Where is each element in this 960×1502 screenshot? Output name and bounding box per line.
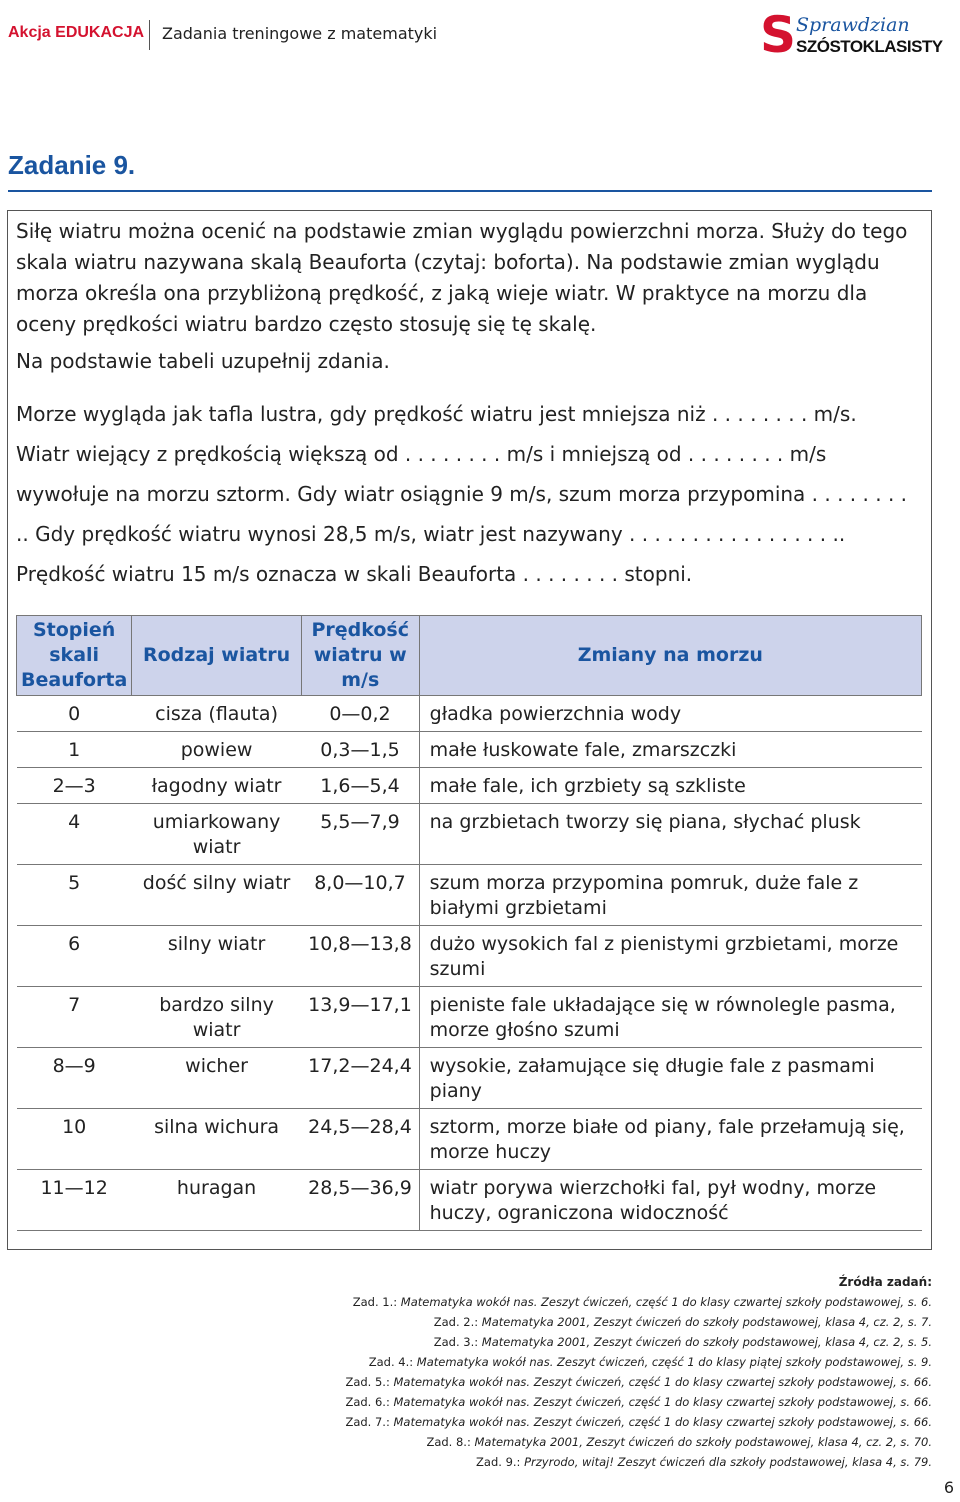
header-subtitle: Zadania treningowe z matematyki [162, 24, 438, 43]
table-row [17, 865, 922, 926]
table-row [17, 1048, 922, 1109]
logo-letter: S [760, 6, 797, 64]
cell-sea-changes: wiatr porywa wierzchołki fal, pył wodny, morze huczy, ograniczona widoczność [419, 1170, 921, 1231]
cell-degree: 6 [17, 926, 132, 987]
source-item [32, 1432, 932, 1452]
fill-in-text: Morze wygląda jak tafla lustra, gdy prędkość wiatru jest mniejsza niż . . . . . . . . m/s. Wiatr wiejący z prędkością większą od . . . . . . . . m/s i mniejszą od . . . . . . . . m/s wywołuje na morzu sztorm. Gdy wiatr osiągnie 9 m/s, szum morza przypomina . . . . . . . . .. Gdy prędkość wiatru wynosi 28,5 m/s, wiatr jest nazywany . . . . . . . . . . . . . . . . .. Prędkość wiatru 15 m/s oznacza w skali Beauforta . . . . . . . . stopni. [16, 402, 908, 586]
source-label: Zad. 9.: [476, 1455, 525, 1469]
cell-sea-changes: szum morza przypomina pomruk, duże fale z białymi grzbietami [419, 865, 921, 926]
task-intro: Siłę wiatru można ocenić na podstawie zmian wyglądu powierzchni morza. Służy do tego skala wiatru nazywana skalą Beauforta (czytaj: boforta). Na podstawie zmian wyglądu morza określa ona przybliżoną prędkość, z jaką wieje wiatr. W praktyce na morzu dla oceny prędkości wiatru bardzo często stosuję się tę skalę. [16, 219, 908, 336]
cell-wind-type: bardzo silny wiatr [132, 987, 302, 1048]
source-text: Matematyka wokół nas. Zeszyt ćwiczeń, część 1 do klasy czwartej szkoły podstawowej, s. 66. [393, 1375, 932, 1389]
source-item [32, 1332, 932, 1352]
cell-speed: 5,5—7,9 [301, 804, 419, 865]
cell-speed: 8,0—10,7 [301, 865, 419, 926]
source-item [32, 1372, 932, 1392]
cell-speed: 24,5—28,4 [301, 1109, 419, 1170]
source-label: Zad. 8.: [426, 1435, 475, 1449]
source-item [32, 1312, 932, 1332]
table-row [17, 1170, 922, 1231]
cell-speed: 1,6—5,4 [301, 768, 419, 804]
page-header [0, 0, 960, 70]
source-item [32, 1392, 932, 1412]
cell-wind-type: umiarkowany wiatr [132, 804, 302, 865]
page-number: 6 [943, 1478, 954, 1497]
source-text: Przyrodo, witaj! Zeszyt ćwiczeń dla szkoły podstawowej, klasa 4, s. 79. [524, 1455, 932, 1469]
source-label: Zad. 5.: [345, 1375, 394, 1389]
table-row [17, 804, 922, 865]
source-text: Matematyka 2001, Zeszyt ćwiczeń do szkoły podstawowej, klasa 4, cz. 2, s. 5. [481, 1335, 932, 1349]
title-underline [8, 190, 932, 192]
table-row [17, 926, 922, 987]
source-text: Matematyka wokół nas. Zeszyt ćwiczeń, część 1 do klasy piątej szkoły podstawowej, s. 9. [416, 1355, 932, 1369]
sprawdzian-logo [760, 6, 943, 66]
cell-degree: 11—12 [17, 1170, 132, 1231]
cell-sea-changes: małe fale, ich grzbiety są szkliste [419, 768, 921, 804]
cell-degree: 8—9 [17, 1048, 132, 1109]
source-text: Matematyka 2001, Zeszyt ćwiczeń do szkoły podstawowej, klasa 4, cz. 2, s. 70. [474, 1435, 932, 1449]
cell-speed: 17,2—24,4 [301, 1048, 419, 1109]
source-item [32, 1412, 932, 1432]
cell-sea-changes: gładka powierzchnia wody [419, 696, 921, 732]
header-sea-changes: Zmiany na morzu [419, 616, 921, 696]
source-label: Zad. 3.: [433, 1335, 482, 1349]
source-label: Zad. 4.: [368, 1355, 417, 1369]
header-divider [149, 20, 150, 50]
cell-sea-changes: na grzbietach tworzy się piana, słychać plusk [419, 804, 921, 865]
cell-degree: 0 [17, 696, 132, 732]
task-instruction: Na podstawie tabeli uzupełnij zdania. [16, 349, 390, 373]
cell-wind-type: silny wiatr [132, 926, 302, 987]
table-header-row [17, 616, 922, 696]
beaufort-table [16, 615, 922, 1231]
cell-degree: 5 [17, 865, 132, 926]
source-item [32, 1452, 932, 1472]
header-wind-type: Rodzaj wiatru [132, 616, 302, 696]
cell-degree: 4 [17, 804, 132, 865]
cell-degree: 10 [17, 1109, 132, 1170]
logo-line-1: Sprawdzian [796, 14, 910, 36]
cell-sea-changes: wysokie, załamujące się długie fale z pasmami piany [419, 1048, 921, 1109]
cell-speed: 28,5—36,9 [301, 1170, 419, 1231]
cell-wind-type: łagodny wiatr [132, 768, 302, 804]
cell-wind-type: silna wichura [132, 1109, 302, 1170]
table-row [17, 732, 922, 768]
table-row [17, 987, 922, 1048]
sources-heading: Źródła zadań: [838, 1275, 932, 1289]
cell-wind-type: dość silny wiatr [132, 865, 302, 926]
source-text: Matematyka wokół nas. Zeszyt ćwiczeń, część 1 do klasy czwartej szkoły podstawowej, s. 6. [400, 1295, 932, 1309]
source-item [32, 1352, 932, 1372]
cell-wind-type: powiew [132, 732, 302, 768]
cell-sea-changes: dużo wysokich fal z pienistymi grzbietami, morze szumi [419, 926, 921, 987]
source-label: Zad. 7.: [345, 1415, 394, 1429]
cell-wind-type: huragan [132, 1170, 302, 1231]
logo-line-2: SZÓSTOKLASISTY [796, 37, 943, 56]
cell-speed: 0—0,2 [301, 696, 419, 732]
task-title: Zadanie 9. [8, 150, 136, 180]
cell-sea-changes: pieniste fale układające się w równolegle pasma, morze głośno szumi [419, 987, 921, 1048]
table-row [17, 1109, 922, 1170]
cell-wind-type: cisza (flauta) [132, 696, 302, 732]
table-row [17, 696, 922, 732]
cell-sea-changes: małe łuskowate fale, zmarszczki [419, 732, 921, 768]
source-label: Zad. 1.: [352, 1295, 401, 1309]
cell-degree: 1 [17, 732, 132, 768]
cell-degree: 7 [17, 987, 132, 1048]
table-row [17, 768, 922, 804]
cell-speed: 10,8—13,8 [301, 926, 419, 987]
source-label: Zad. 6.: [345, 1395, 394, 1409]
source-text: Matematyka 2001, Zeszyt ćwiczeń do szkoły podstawowej, klasa 4, cz. 2, s. 7. [481, 1315, 932, 1329]
source-label: Zad. 2.: [433, 1315, 482, 1329]
cell-speed: 0,3—1,5 [301, 732, 419, 768]
brand-label: Akcja EDUKACJA [8, 24, 145, 41]
source-item [32, 1292, 932, 1312]
cell-degree: 2—3 [17, 768, 132, 804]
cell-speed: 13,9—17,1 [301, 987, 419, 1048]
source-text: Matematyka wokół nas. Zeszyt ćwiczeń, część 1 do klasy czwartej szkoły podstawowej, s. 66. [393, 1395, 932, 1409]
sources-list [32, 1272, 932, 1472]
header-speed: Prędkość wiatru w m/s [301, 616, 419, 696]
cell-wind-type: wicher [132, 1048, 302, 1109]
cell-sea-changes: sztorm, morze białe od piany, fale przełamują się, morze huczy [419, 1109, 921, 1170]
source-text: Matematyka wokół nas. Zeszyt ćwiczeń, część 1 do klasy czwartej szkoły podstawowej, s. 66. [393, 1415, 932, 1429]
header-degree: Stopień skali Beauforta [17, 616, 132, 696]
